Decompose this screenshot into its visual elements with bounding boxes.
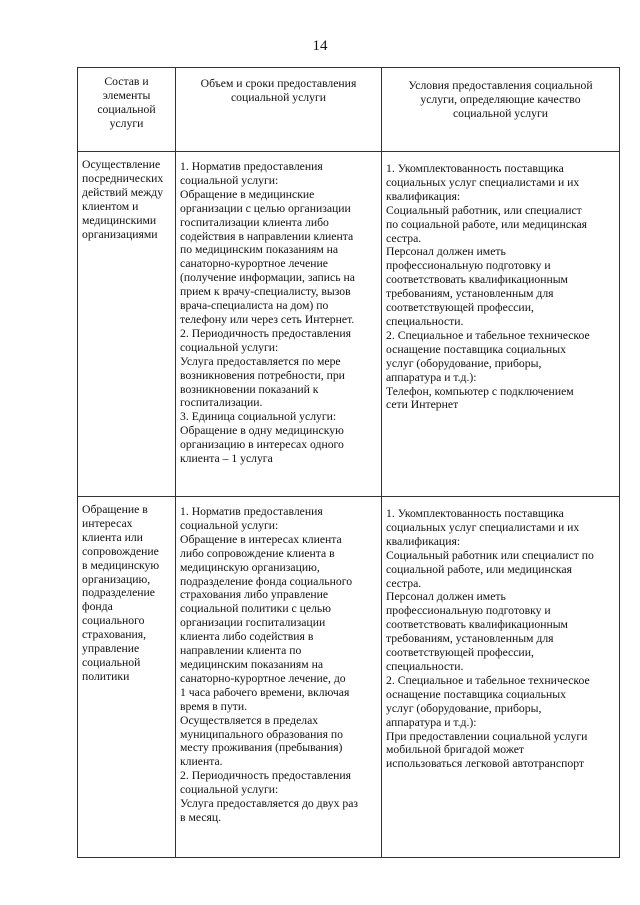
text-line: Осуществляется в пределах [180, 713, 319, 727]
text-line: 2. Периодичность предоставления [180, 326, 352, 340]
text-line: по медицинским показаниям на [180, 243, 339, 257]
header-volume-cell [176, 68, 382, 152]
text-line: социального [82, 614, 145, 628]
text-line: госпитализации клиента либо [180, 215, 329, 229]
text-line: соответствующей профессии, [386, 301, 534, 315]
text-line: соответствующей профессии, [386, 646, 534, 660]
text-line: организацию в интересах одного [180, 438, 344, 452]
text-line: 1. Укомплектованность поставщика [386, 507, 564, 520]
text-line: Телефон, компьютер с подключением [386, 384, 574, 398]
text-line: Состав и [104, 75, 149, 88]
text-line: социальной услуги: [180, 518, 279, 532]
text-line: социальной услуги [452, 106, 549, 120]
text-line: требованиям, установленным для [386, 287, 554, 301]
text-line: 1. Укомплектованность поставщика [386, 162, 564, 175]
text-line: Объем и сроки предоставления [200, 77, 357, 90]
text-line: клиента. [180, 755, 223, 769]
text-line: услуги, определяющие качество [420, 92, 581, 106]
text-line: использоваться легковой автотранспорт [386, 757, 584, 771]
text-line: аппаратура и т.д.): [386, 715, 477, 729]
header-conditions-cell [382, 68, 620, 152]
text-line: политики [82, 669, 130, 683]
text-line: соответствовать квалификационным [386, 273, 568, 287]
text-line: либо сопровождение клиента в [180, 546, 335, 560]
text-line: требованиям, установленным для [386, 632, 554, 646]
text-line: Условия предоставления социальной [408, 79, 593, 92]
text-line: врача-специалиста на дом) по [180, 299, 329, 313]
text-line: месту проживания (пребывания) [180, 741, 343, 755]
text-line: Обращение в медицинские [180, 187, 315, 201]
table-row [78, 497, 620, 858]
text-line: услуги [109, 116, 144, 130]
text-line: содействия в направлении клиента [180, 229, 354, 243]
text-line: Социальный работник, или специалист [386, 203, 582, 217]
text-line: аппаратура и т.д.): [386, 370, 477, 384]
text-line: организациями [82, 227, 158, 241]
text-line: прием к врачу-специалисту, вызов [180, 285, 351, 299]
text-line: социальной услуги: [180, 173, 279, 187]
text-line: 1 часа рабочего времени, включая [180, 685, 350, 699]
volume-terms-cell [176, 497, 382, 858]
text-line: по социальной работе, или медицинская [386, 217, 588, 231]
table-header-row [78, 68, 620, 152]
text-line: Обращение в одну медицинскую [180, 424, 344, 438]
text-line: Социальный работник или специалист по [386, 548, 594, 562]
text-line: оснащение поставщика социальных [386, 687, 566, 701]
text-line: клиента или [82, 530, 143, 544]
text-line: фонда [82, 600, 113, 614]
service-name-cell [78, 497, 176, 858]
text-line: 2. Специальное и табельное техническое [386, 673, 590, 687]
text-line: возникновения потребности, при [180, 368, 345, 382]
text-line: специальности. [386, 314, 464, 328]
text-line: санаторно-курортное лечение, до [180, 671, 346, 685]
text-line: санаторно-курортное лечение [180, 257, 328, 271]
text-line: Услуга предоставляется по мере [180, 354, 341, 368]
text-line: квалификация: [386, 189, 461, 203]
text-line: интересах [82, 516, 133, 530]
text-line: в медицинскую [82, 558, 160, 572]
text-line: услуг (оборудование, приборы, [386, 701, 542, 715]
text-line: сестра. [386, 576, 422, 590]
text-line: (получение информации, запись на [180, 271, 355, 285]
text-line: социальных услуг специалистами и их [386, 520, 580, 534]
text-line: в месяц. [180, 810, 222, 824]
text-line: организацию, [82, 572, 151, 586]
text-line: социальных услуг специалистами и их [386, 175, 580, 189]
text-line: клиентом и [82, 199, 139, 213]
text-line: организации госпитализации [180, 616, 326, 630]
text-line: медицинскими [82, 213, 157, 227]
text-line: подразделение фонда социального [180, 574, 353, 588]
text-line: социальной [97, 102, 156, 116]
page-number: 14 [312, 38, 328, 54]
table-row [78, 152, 620, 497]
text-line: сестра. [386, 231, 422, 245]
text-line: мобильной бригадой может [386, 743, 525, 757]
text-line: социальной политики с целью [180, 602, 331, 616]
text-line: специальности. [386, 659, 464, 673]
text-line: соответствовать квалификационным [386, 618, 568, 632]
text-line: возникновении показаний к [180, 382, 319, 396]
text-line: посреднических [82, 171, 164, 185]
text-line: квалификация: [386, 534, 461, 548]
text-line: элементы [102, 88, 151, 102]
text-line: социальной работе, или медицинская [386, 562, 572, 576]
text-line: 1. Норматив предоставления [180, 505, 323, 518]
text-line: социальной услуги: [180, 340, 279, 354]
quality-conditions-cell [382, 497, 620, 858]
text-line: телефону или через сеть Интернет. [180, 312, 355, 326]
text-line: услуг (оборудование, приборы, [386, 356, 542, 370]
text-line: действий между [82, 185, 164, 199]
service-name-cell [78, 152, 176, 497]
text-line: 1. Норматив предоставления [180, 160, 323, 173]
text-line: страхования, [82, 628, 147, 642]
volume-terms-cell [176, 152, 382, 497]
text-line: сопровождение [82, 544, 159, 558]
text-line: госпитализации. [180, 396, 263, 410]
text-line: муниципального образования по [180, 727, 344, 741]
text-line: Персонал должен иметь [386, 245, 506, 259]
text-line: Осуществление [82, 158, 161, 171]
text-line: 3. Единица социальной услуги: [180, 410, 337, 424]
text-line: 2. Периодичность предоставления [180, 769, 352, 783]
text-line: медицинским показаниям на [180, 657, 324, 671]
text-line: социальной услуги: [180, 783, 279, 797]
text-line: профессиональную подготовку и [386, 604, 551, 618]
text-line: медицинскую организацию, [180, 560, 320, 574]
header-composition-cell [78, 68, 176, 152]
text-line: время в пути. [180, 699, 248, 713]
text-line: социальной услуги [230, 90, 327, 104]
text-line: сети Интернет [386, 398, 459, 412]
text-line: страхования либо управление [180, 588, 329, 602]
quality-conditions-cell [382, 152, 620, 497]
text-line: организации с целью организации [180, 201, 351, 215]
text-line: клиента – 1 услуга [180, 452, 273, 466]
text-line: оснащение поставщика социальных [386, 342, 566, 356]
text-line: Услуга предоставляется до двух раз [180, 797, 359, 811]
text-line: направлении клиента по [180, 644, 302, 658]
text-line: Обращение в интересах клиента [180, 532, 342, 546]
text-line: подразделение [82, 586, 155, 600]
text-line: Персонал должен иметь [386, 590, 506, 604]
text-line: При предоставлении социальной услуги [386, 729, 588, 743]
services-table [77, 67, 620, 858]
text-line: социальной [82, 655, 141, 669]
text-line: 2. Специальное и табельное техническое [386, 328, 590, 342]
text-line: клиента либо содействия в [180, 630, 314, 644]
text-line: управление [82, 642, 140, 656]
text-line: профессиональную подготовку и [386, 259, 551, 273]
text-line: Обращение в [82, 503, 148, 516]
